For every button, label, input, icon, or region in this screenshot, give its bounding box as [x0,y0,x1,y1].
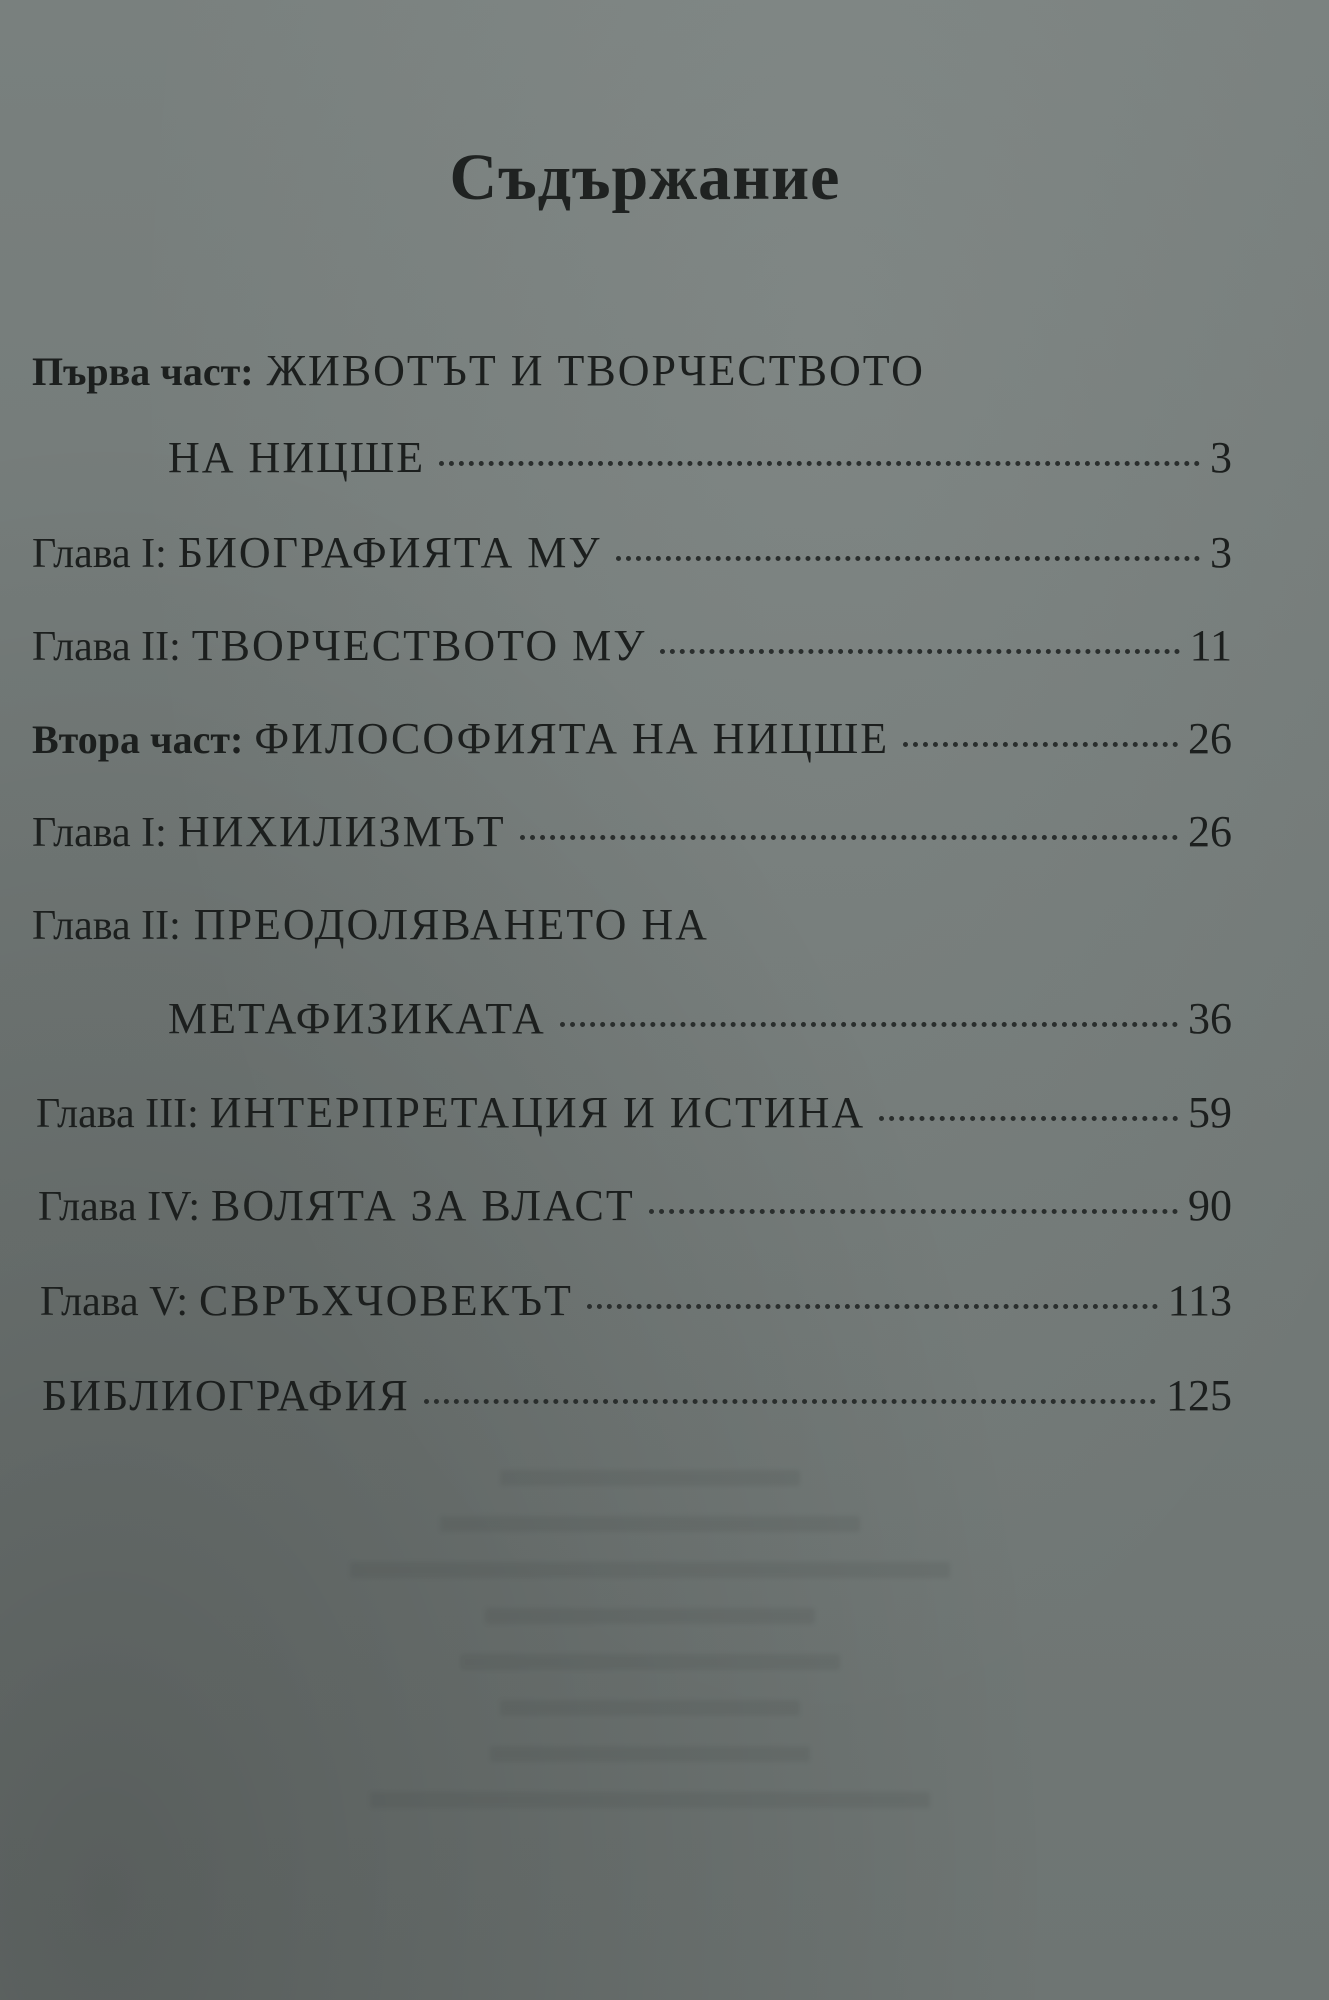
toc-entry-title: НИХИЛИЗМЪТ [177,807,506,856]
dot-leader [616,556,1200,561]
toc-entry-chapter[interactable] [32,620,1232,671]
toc-part-prefix: Първа част: [32,349,254,394]
toc-chapter-prefix: Глава I: [32,810,167,856]
toc-entry-title: ИНТЕРПРЕТАЦИЯ И ИСТИНА [209,1088,866,1137]
toc-page-number: 59 [1188,1088,1232,1137]
toc-page-number: 3 [1210,528,1232,577]
toc-entry-chapter[interactable] [32,806,1232,857]
toc-page-number: 26 [1188,807,1232,856]
toc-entry-part-1[interactable] [168,432,1232,483]
toc-page-number: 36 [1188,994,1232,1043]
toc-entry-chapter[interactable] [40,1275,1232,1326]
toc-entry-title: ВОЛЯТА ЗА ВЛАСТ [211,1181,635,1230]
toc-entry-title: БИОГРАФИЯТА МУ [177,528,602,577]
toc-entry-title: НА НИЦШЕ [168,433,426,482]
show-through-text [330,1470,970,1890]
page-title: Съдържание [449,141,841,214]
dot-leader [560,1022,1178,1027]
dot-leader [424,1399,1156,1404]
toc-chapter-prefix: Глава V: [40,1279,189,1325]
toc-entry-title: МЕТАФИЗИКАТА [168,994,546,1043]
toc-entry-chapter-line1 [32,899,709,950]
toc-page-number: 11 [1189,621,1232,670]
dot-leader [439,461,1200,466]
toc-page-number: 125 [1166,1371,1232,1420]
toc-page-number: 26 [1188,714,1232,763]
toc-entry-chapter[interactable] [38,1180,1232,1231]
dot-leader [520,835,1178,840]
toc-entry-bibliography[interactable] [42,1370,1232,1421]
dot-leader [587,1304,1158,1309]
toc-part-prefix: Втора част: [32,717,244,762]
toc-entry-chapter[interactable] [36,1087,1232,1138]
toc-chapter-prefix: Глава II: [32,624,181,670]
toc-chapter-prefix: Глава I: [32,531,167,577]
toc-page-number: 3 [1210,433,1232,482]
toc-entry-part-1-line1 [32,345,925,396]
toc-entry-title: ЖИВОТЪТ И ТВОРЧЕСТВОТО [266,346,925,395]
toc-entry-title: ПРЕОДОЛЯВАНЕТО НА [193,900,709,949]
dot-leader [649,1209,1178,1214]
toc-entry-chapter[interactable] [32,527,1232,578]
toc-page-number: 90 [1188,1181,1232,1230]
toc-page-number: 113 [1167,1276,1232,1325]
toc-entry-title: СВРЪХЧОВЕКЪТ [199,1276,573,1325]
toc-chapter-prefix: Глава IV: [38,1184,201,1230]
toc-entry-chapter[interactable] [168,993,1232,1044]
toc-entry-part-2[interactable] [32,713,1232,764]
toc-entry-title: БИБЛИОГРАФИЯ [42,1371,410,1420]
toc-entry-title: ТВОРЧЕСТВОТО МУ [191,621,647,670]
dot-leader [879,1116,1178,1121]
toc-chapter-prefix: Глава II: [32,903,181,949]
toc-entry-title: ФИЛОСОФИЯТА НА НИЦШЕ [254,714,890,763]
dot-leader [903,742,1178,747]
dot-leader [660,649,1179,654]
toc-chapter-prefix: Глава III: [36,1091,199,1137]
